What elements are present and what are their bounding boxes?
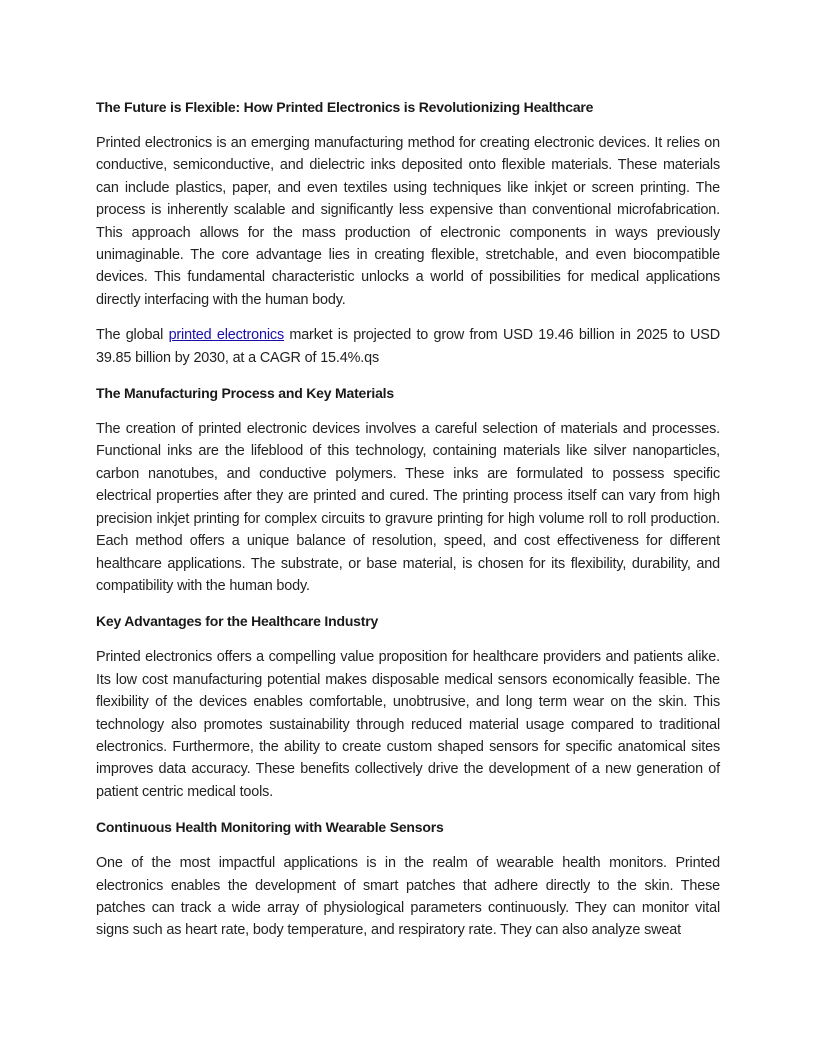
printed-electronics-link[interactable]: printed electronics — [168, 327, 285, 344]
market-text-suffix: market is projected to grow from USD 19.46 billion in 2025 to USD 39.85 billion by 2030, at a CAGR of 15.4%.qs — [96, 327, 720, 366]
section-paragraph-advantages: Printed electronics offers a compelling value proposition for healthcare providers and patients alike. Its low cost manufacturing potential makes disposable medical sensors economically feasible. The flexibility of the devices enables comfortable, unobtrusive, and long term wear on the skin. This technology also promotes sustainability through reduced material usage compared to traditional electronics. Furthermore, the ability to create custom shaped sensors for specific anatomical sites improves data accuracy. These benefits collectively drive the development of a new generation of patient centric medical tools. — [96, 649, 720, 800]
document-page — [96, 96, 720, 955]
document-title: The Future is Flexible: How Printed Electronics is Revolutionizing Healthcare — [96, 99, 594, 115]
intro-paragraph: Printed electronics is an emerging manufacturing method for creating electronic devices. It relies on conductive, semiconductive, and dielectric inks deposited onto flexible materials. These materials can include plastics, paper, and even textiles using techniques like inkjet or screen printing. The process is inherently scalable and significantly less expensive than conventional microfabrication. This approach allows for the mass production of electronic components in ways previously unimaginable. The core advantage lies in creating flexible, stretchable, and even biocompatible devices. This fundamental characteristic unlocks a world of possibilities for medical applications directly interfacing with the human body. — [96, 135, 720, 308]
section-heading-advantages: Key Advantages for the Healthcare Industry — [96, 613, 379, 630]
section-paragraph-manufacturing: The creation of printed electronic devices involves a careful selection of materials and processes. Functional inks are the lifeblood of this technology, containing materials like silver nanoparticles, carbon nanotubes, and conductive polymers. These inks are formulated to possess specific electrical properties after they are printed and cured. The printing process itself can vary from high precision inkjet printing for complex circuits to gravure printing for high volume roll to roll production. Each method offers a unique balance of resolution, speed, and cost effectiveness for different healthcare applications. The substrate, or base material, is chosen for its flexibility, durability, and compatibility with the human body. — [96, 421, 720, 594]
market-paragraph — [96, 324, 720, 369]
market-text-prefix: The global — [96, 327, 169, 344]
section-heading-manufacturing: The Manufacturing Process and Key Materials — [96, 385, 394, 402]
section-heading-monitoring: Continuous Health Monitoring with Wearable Sensors — [96, 819, 444, 836]
section-paragraph-monitoring: One of the most impactful applications is in the realm of wearable health monitors. Printed electronics enables the development of smart patches that adhere directly to the skin. These patches can track a wide array of physiological parameters continuously. They can monitor vital signs such as heart rate, body temperature, and respiratory rate. They can also analyze sweat — [96, 855, 720, 939]
